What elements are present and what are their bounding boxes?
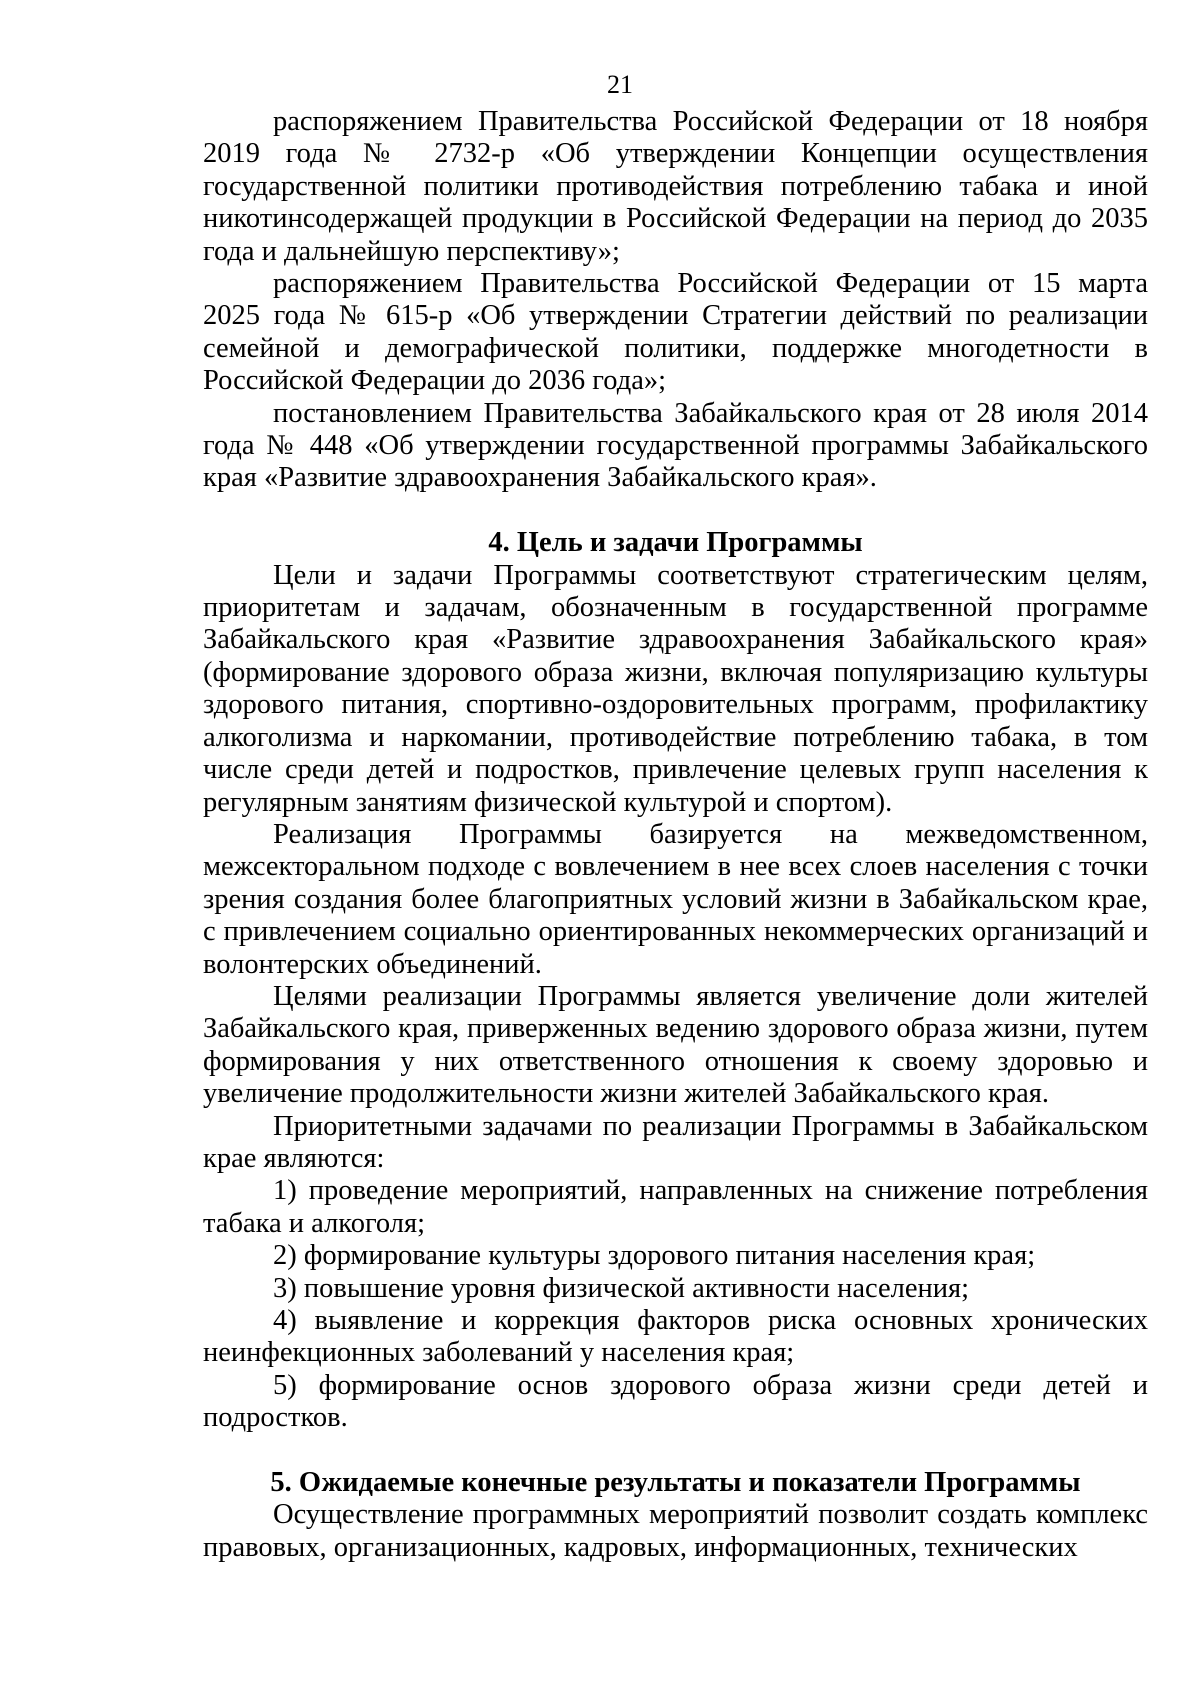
intro-item: постановлением Правительства Забайкальского края от 28 июля 2014 года № 448 «Об утверждении государственной программы Забайкальского края «Развитие здравоохранения Забайкальского края». xyxy=(203,397,1148,494)
page-number: 21 xyxy=(607,70,633,99)
task-item: 2) формирование культуры здорового питания населения края; xyxy=(273,1240,1036,1272)
section-4-heading: 4. Цель и задачи Программы xyxy=(488,527,863,559)
task-item: 1) проведение мероприятий, направленных на снижение потребления табака и алкоголя; xyxy=(203,1175,1148,1239)
section-5-paragraph: Осуществление программных мероприятий позволит создать комплекс правовых, организационных, кадровых, информационных, технических xyxy=(203,1499,1148,1563)
section-5-heading: 5. Ожидаемые конечные результаты и показатели Программы xyxy=(270,1467,1081,1499)
document-body xyxy=(203,106,1148,1564)
intro-item: распоряжением Правительства Российской Федерации от 18 ноября 2019 года № 2732-р «Об утверждении Концепции осуществления государственной политики противодействия потреблению табака и иной никотинсодержащей продукции в Российской Федерации на период до 2035 года и дальнейшую перспективу»; xyxy=(203,106,1148,267)
section-4-paragraph: Цели и задачи Программы соответствуют стратегическим целям, приоритетам и задачам, обозначенным в государственной программе Забайкальского края «Развитие здравоохранения Забайкальского края» (формирование здорового образа жизни, включая популяризацию культуры здорового питания, спортивно-оздоровительных программ, профилактику алкоголизма и наркомании, противодействие потреблению табака, в том числе среди детей и подростков, привлечение целевых групп населения к регулярным занятиям физической культурой и спортом). xyxy=(203,559,1148,818)
section-4-paragraph: Приоритетными задачами по реализации Программы в Забайкальском крае являются: xyxy=(203,1110,1148,1174)
section-spacer xyxy=(203,495,1148,527)
task-item: 4) выявление и коррекция факторов риска основных хронических неинфекционных заболеваний у населения края; xyxy=(203,1305,1148,1369)
intro-item: распоряжением Правительства Российской Федерации от 15 марта 2025 года № 615-р «Об утверждении Стратегии действий по реализации семейной и демографической политики, поддержке многодетности в Российской Федерации до 2036 года»; xyxy=(203,268,1148,397)
task-item: 3) повышение уровня физической активности населения; xyxy=(273,1272,970,1304)
section-4-paragraph: Целями реализации Программы является увеличение доли жителей Забайкальского края, приверженных ведению здорового образа жизни, путем формирования у них ответственного отношения к своему здоровью и увеличение продолжительности жизни жителей Забайкальского края. xyxy=(203,980,1148,1110)
section-4-paragraph: Реализация Программы базируется на межведомственном, межсекторальном подходе с вовлечением в нее всех слоев населения с точки зрения создания более благоприятных условий жизни в Забайкальском крае, с привлечением социально ориентированных некоммерческих организаций и волонтерских объединений. xyxy=(203,818,1148,980)
task-item: 5) формирование основ здорового образа жизни среди детей и подростков. xyxy=(203,1369,1148,1434)
section-spacer xyxy=(203,1435,1148,1467)
